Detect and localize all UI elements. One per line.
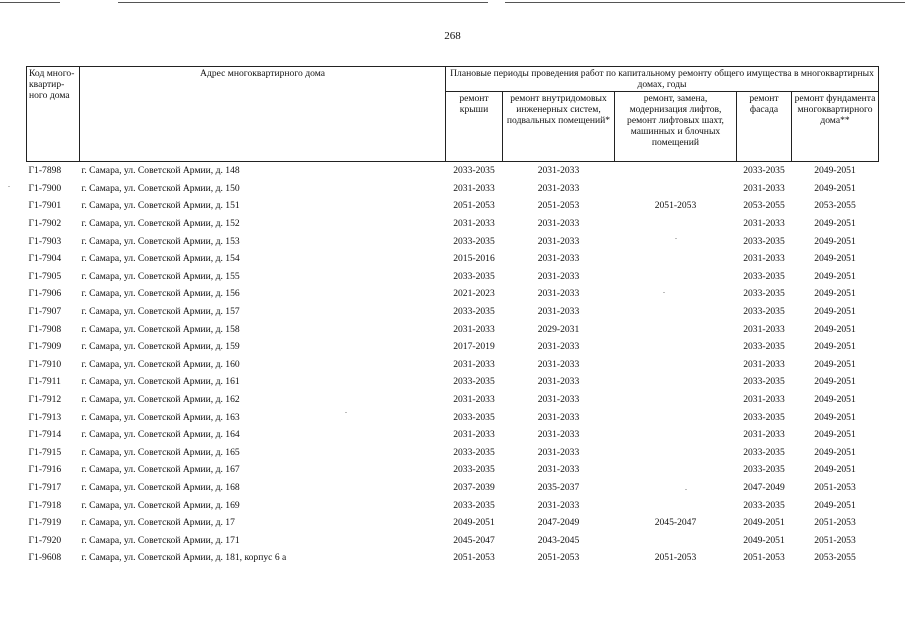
cell-code: Г1-7910 (28, 358, 62, 370)
cell-foundation: 2049-2051 (814, 464, 856, 476)
cell-foundation: 2049-2051 (814, 341, 856, 353)
cell-code: Г1-7913 (28, 411, 62, 423)
cell-foundation: 2053-2055 (814, 200, 856, 212)
table-row (27, 197, 879, 215)
cell-address: г. Самара, ул. Советской Армии, д. 160 (81, 358, 240, 370)
top-rule-center (118, 2, 488, 3)
cell-foundation: 2051-2053 (814, 481, 856, 493)
table-row (27, 162, 879, 180)
cell-foundation: 2049-2051 (814, 182, 856, 194)
cell-facade: 2031-2033 (743, 323, 785, 335)
cell-elevators (615, 479, 737, 497)
top-rule-right (505, 2, 905, 3)
cell-foundation: 2049-2051 (814, 270, 856, 282)
cell-systems: 2031-2033 (537, 429, 580, 441)
cell-elevators (615, 338, 737, 356)
table-row (27, 373, 879, 391)
cell-systems: 2031-2033 (537, 182, 580, 194)
cell-address: г. Самара, ул. Советской Армии, д. 181, корпус 6 а (81, 552, 287, 564)
cell-code: Г1-7909 (28, 341, 62, 353)
cell-systems: 2031-2033 (537, 499, 580, 511)
cell-foundation: 2049-2051 (814, 306, 856, 318)
cell-foundation: 2049-2051 (814, 429, 856, 441)
cell-address: г. Самара, ул. Советской Армии, д. 152 (81, 218, 240, 230)
cell-code: Г1-9608 (28, 552, 62, 564)
cell-code: Г1-7907 (28, 306, 62, 318)
cell-systems: 2047-2049 (537, 517, 580, 529)
cell-systems: 2051-2053 (537, 200, 580, 212)
cell-roof: 2031-2033 (453, 429, 495, 441)
cell-roof: 2049-2051 (453, 517, 495, 529)
cell-systems: 2031-2033 (537, 235, 580, 247)
cell-elevators (615, 444, 737, 462)
cell-elevators (615, 426, 737, 444)
header-elevators: ремонт, замена, модернизация лифтов, ремонт лифтовых шахт, машинных и блочных помещений (615, 92, 737, 162)
cell-systems: 2029-2031 (537, 323, 580, 335)
cell-elevators (615, 268, 737, 286)
cell-elevators (615, 373, 737, 391)
cell-address: г. Самара, ул. Советской Армии, д. 161 (81, 376, 240, 388)
cell-code: Г1-7900 (28, 182, 62, 194)
cell-address: г. Самара, ул. Советской Армии, д. 171 (81, 534, 240, 546)
cell-roof: 2031-2033 (453, 323, 495, 335)
cell-facade: 2031-2033 (743, 358, 785, 370)
cell-address: г. Самара, ул. Советской Армии, д. 148 (80, 162, 446, 180)
header-systems: ремонт внутридомовых инженерных систем, подвальных помещений* (503, 92, 615, 162)
cell-facade: 2033-2035 (743, 306, 785, 318)
cell-foundation: 2049-2051 (814, 499, 856, 511)
table-body (27, 162, 879, 567)
cell-foundation: 2053-2055 (814, 552, 856, 564)
cell-code: Г1-7916 (28, 464, 62, 476)
cell-facade: 2033-2035 (743, 376, 785, 388)
cell-facade: 2031-2033 (743, 394, 785, 406)
table-row (27, 496, 879, 514)
cell-roof: 2033-2035 (453, 499, 495, 511)
cell-foundation: 2049-2051 (814, 376, 856, 388)
cell-roof: 2033-2035 (453, 446, 495, 458)
table-row (27, 408, 879, 426)
cell-address: г. Самара, ул. Советской Армии, д. 159 (81, 341, 240, 353)
scan-speck (675, 238, 677, 239)
cell-code: Г1-7898 (27, 162, 80, 180)
cell-facade: 2051-2053 (743, 552, 785, 564)
table-row (27, 215, 879, 233)
table-row (27, 444, 879, 462)
cell-code: Г1-7905 (28, 270, 62, 282)
cell-address: г. Самара, ул. Советской Армии, д. 157 (81, 306, 240, 318)
cell-facade: 2031-2033 (743, 253, 785, 265)
cell-facade: 2033-2035 (743, 411, 785, 423)
cell-roof: 2031-2033 (453, 394, 495, 406)
cell-address: г. Самара, ул. Советской Армии, д. 150 (81, 182, 240, 194)
cell-code: Г1-7901 (28, 200, 62, 212)
cell-code: Г1-7917 (28, 481, 62, 493)
cell-foundation: 2049-2051 (814, 218, 856, 230)
cell-systems: 2031-2033 (503, 162, 615, 180)
cell-systems: 2031-2033 (537, 358, 580, 370)
cell-code: Г1-7908 (28, 323, 62, 335)
table-row (27, 285, 879, 303)
cell-roof: 2033-2035 (453, 270, 495, 282)
scan-speck (345, 412, 347, 413)
cell-address: г. Самара, ул. Советской Армии, д. 165 (81, 446, 240, 458)
table-row (27, 232, 879, 250)
cell-elevators: 2045-2047 (654, 517, 697, 529)
header-foundation: ремонт фундамента многоквартирного дома** (792, 92, 879, 162)
header-facade: ремонт фасада (737, 92, 792, 162)
table-row (27, 180, 879, 198)
cell-address: г. Самара, ул. Советской Армии, д. 163 (81, 411, 240, 423)
scan-speck (663, 292, 665, 293)
cell-systems: 2031-2033 (537, 376, 580, 388)
table-row (27, 250, 879, 268)
cell-foundation: 2049-2051 (814, 288, 856, 300)
cell-systems: 2031-2033 (537, 253, 580, 265)
header-periods-group: Плановые периоды проведения работ по капитальному ремонту общего имущества в многоквартирных домах, годы (446, 67, 879, 92)
table-row (27, 426, 879, 444)
cell-facade: 2033-2035 (743, 235, 785, 247)
table-row (27, 461, 879, 479)
cell-facade: 2033-2035 (743, 464, 785, 476)
cell-roof: 2033-2035 (453, 306, 495, 318)
cell-systems: 2031-2033 (537, 446, 580, 458)
table-row (27, 356, 879, 374)
cell-systems: 2031-2033 (537, 218, 580, 230)
cell-elevators (615, 408, 737, 426)
cell-code: Г1-7919 (28, 517, 62, 529)
cell-facade: 2033-2035 (743, 499, 785, 511)
top-rule-left (0, 2, 60, 3)
header-code: Код много-квартир-ного дома (27, 67, 80, 162)
scan-speck (685, 489, 687, 490)
cell-elevators (615, 496, 737, 514)
table-row (27, 549, 879, 567)
cell-systems: 2031-2033 (537, 394, 580, 406)
cell-address: г. Самара, ул. Советской Армии, д. 155 (81, 270, 240, 282)
cell-systems: 2031-2033 (537, 411, 580, 423)
cell-foundation: 2049-2051 (814, 411, 856, 423)
cell-foundation: 2049-2051 (814, 253, 856, 265)
cell-address: г. Самара, ул. Советской Армии, д. 153 (81, 235, 240, 247)
cell-systems: 2031-2033 (537, 341, 580, 353)
cell-systems: 2051-2053 (537, 552, 580, 564)
cell-systems: 2031-2033 (537, 306, 580, 318)
cell-code: Г1-7906 (28, 288, 62, 300)
cell-elevators: 2051-2053 (654, 552, 697, 564)
cell-facade: 2033-2035 (743, 446, 785, 458)
cell-foundation: 2049-2051 (814, 394, 856, 406)
cell-elevators (615, 250, 737, 268)
cell-code: Г1-7920 (28, 534, 62, 546)
cell-elevators (615, 356, 737, 374)
cell-roof: 2033-2035 (453, 376, 495, 388)
cell-systems: 2035-2037 (537, 481, 580, 493)
cell-elevators (615, 531, 737, 549)
cell-roof: 2031-2033 (453, 182, 495, 194)
cell-systems: 2031-2033 (537, 288, 580, 300)
cell-elevators (615, 461, 737, 479)
cell-foundation: 2049-2051 (814, 323, 856, 335)
table-row (27, 303, 879, 321)
cell-foundation: 2049-2051 (814, 446, 856, 458)
cell-facade: 2049-2051 (743, 517, 785, 529)
cell-roof: 2017-2019 (453, 341, 495, 353)
table-row (27, 268, 879, 286)
cell-roof: 2051-2053 (453, 552, 495, 564)
cell-roof: 2033-2035 (453, 411, 495, 423)
page-number: 268 (444, 30, 461, 42)
cell-address: г. Самара, ул. Советской Армии, д. 17 (81, 517, 235, 529)
cell-elevators (615, 215, 737, 233)
cell-facade: 2033-2035 (743, 341, 785, 353)
table-row (27, 320, 879, 338)
cell-address: г. Самара, ул. Советской Армии, д. 169 (81, 499, 240, 511)
cell-roof: 2033-2035 (453, 464, 495, 476)
cell-roof: 2021-2023 (453, 288, 495, 300)
cell-code: Г1-7902 (28, 218, 62, 230)
cell-elevators: 2051-2053 (654, 200, 697, 212)
cell-systems: 2031-2033 (537, 464, 580, 476)
cell-foundation: 2051-2053 (814, 534, 856, 546)
cell-roof: 2033-2035 (446, 162, 503, 180)
cell-roof: 2051-2053 (453, 200, 495, 212)
table-row (27, 514, 879, 532)
cell-facade: 2031-2033 (743, 429, 785, 441)
cell-elevators (615, 303, 737, 321)
cell-address: г. Самара, ул. Советской Армии, д. 158 (81, 323, 240, 335)
cell-address: г. Самара, ул. Советской Армии, д. 156 (81, 288, 240, 300)
cell-facade: 2033-2035 (743, 270, 785, 282)
cell-foundation: 2049-2051 (814, 235, 856, 247)
header-roof: ремонт крыши (446, 92, 503, 162)
cell-systems: 2031-2033 (537, 270, 580, 282)
cell-address: г. Самара, ул. Советской Армии, д. 162 (81, 394, 240, 406)
cell-code: Г1-7918 (28, 499, 62, 511)
cell-facade: 2049-2051 (743, 534, 785, 546)
cell-roof: 2031-2033 (453, 218, 495, 230)
cell-code: Г1-7903 (28, 235, 62, 247)
cell-elevators (615, 162, 737, 180)
cell-foundation: 2049-2051 (814, 358, 856, 370)
cell-foundation: 2049-2051 (792, 162, 879, 180)
cell-code: Г1-7915 (28, 446, 62, 458)
cell-foundation: 2051-2053 (814, 517, 856, 529)
cell-systems: 2043-2045 (537, 534, 580, 546)
cell-address: г. Самара, ул. Советской Армии, д. 154 (81, 253, 240, 265)
cell-facade: 2033-2035 (737, 162, 792, 180)
cell-elevators (615, 391, 737, 409)
cell-code: Г1-7914 (28, 429, 62, 441)
cell-elevators (615, 180, 737, 198)
cell-facade: 2031-2033 (743, 182, 785, 194)
repair-schedule-table (26, 66, 879, 567)
table-row (27, 391, 879, 409)
cell-address: г. Самара, ул. Советской Армии, д. 151 (81, 200, 240, 212)
table-row (27, 338, 879, 356)
cell-roof: 2037-2039 (453, 481, 495, 493)
table-row (27, 531, 879, 549)
table-row (27, 479, 879, 497)
cell-roof: 2015-2016 (453, 253, 495, 265)
cell-facade: 2047-2049 (743, 481, 785, 493)
cell-elevators (615, 320, 737, 338)
cell-facade: 2031-2033 (743, 218, 785, 230)
header-address: Адрес многоквартирного дома (80, 67, 446, 162)
cell-elevators (615, 285, 737, 303)
cell-roof: 2031-2033 (453, 358, 495, 370)
header-row-group (27, 67, 879, 92)
cell-address: г. Самара, ул. Советской Армии, д. 168 (81, 481, 240, 493)
scan-speck (8, 186, 10, 187)
cell-address: г. Самара, ул. Советской Армии, д. 167 (81, 464, 240, 476)
cell-roof: 2045-2047 (453, 534, 495, 546)
cell-elevators (615, 232, 737, 250)
cell-roof: 2033-2035 (453, 235, 495, 247)
cell-facade: 2053-2055 (743, 200, 785, 212)
cell-facade: 2033-2035 (743, 288, 785, 300)
cell-address: г. Самара, ул. Советской Армии, д. 164 (81, 429, 240, 441)
cell-code: Г1-7912 (28, 394, 62, 406)
cell-code: Г1-7911 (28, 376, 61, 388)
cell-code: Г1-7904 (28, 253, 62, 265)
